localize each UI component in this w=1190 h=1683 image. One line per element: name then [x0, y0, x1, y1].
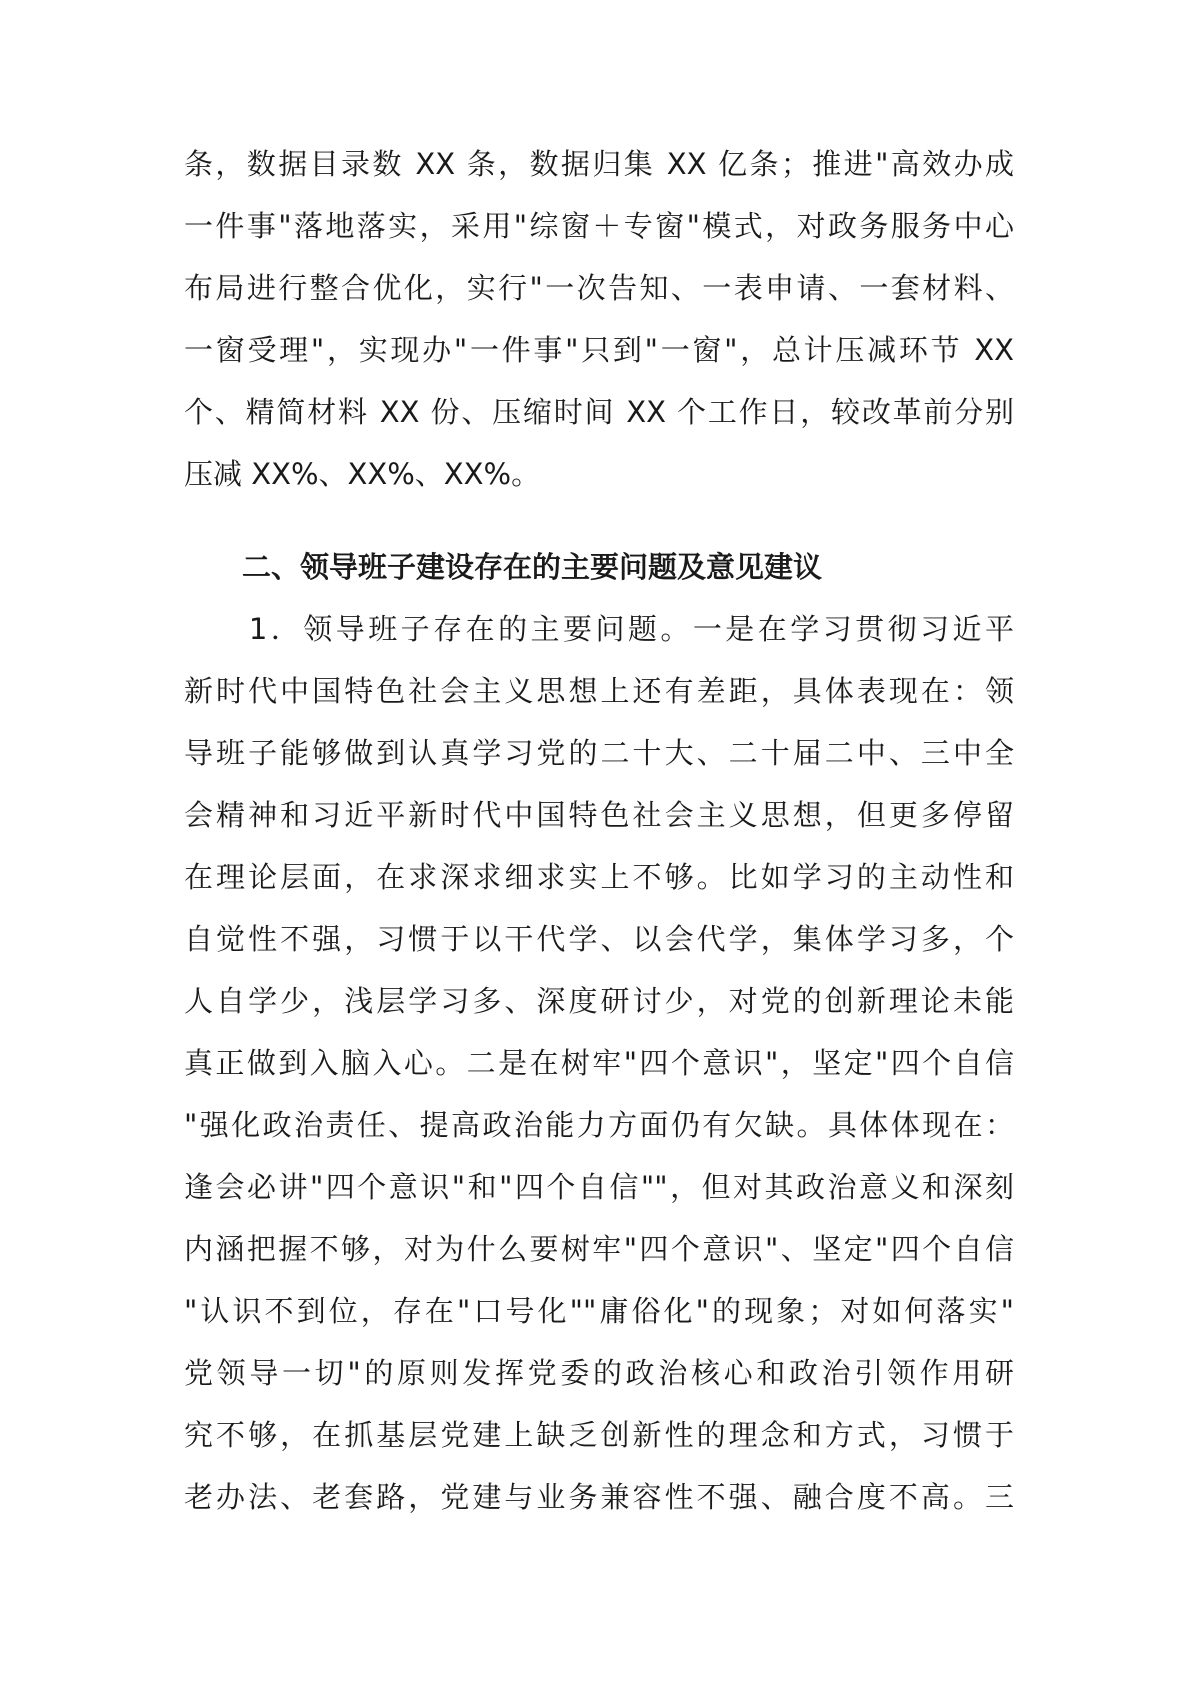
text-line: "认识不到位，存在"口号化""庸俗化"的现象；对如何落实": [184, 1294, 1014, 1328]
text-line: 个、精简材料 XX 份、压缩时间 XX 个工作日，较改革前分别: [184, 395, 1014, 429]
text-line: 新时代中国特色社会主义思想上还有差距，具体表现在：领: [184, 674, 1014, 708]
text-line: 一件事"落地落实，采用"综窗＋专窗"模式，对政务服务中心: [184, 209, 1014, 243]
text-line: 条，数据目录数 XX 条，数据归集 XX 亿条；推进"高效办成: [184, 147, 1014, 181]
text-line: 党领导一切"的原则发挥党委的政治核心和政治引领作用研: [184, 1356, 1014, 1390]
text-line: 人自学少，浅层学习多、深度研讨少，对党的创新理论未能: [184, 984, 1014, 1018]
text-line: 压减 XX%、XX%、XX%。: [184, 457, 541, 491]
text-line: 一窗受理"，实现办"一件事"只到"一窗"，总计压减环节 XX: [184, 333, 1014, 367]
text-line: 究不够，在抓基层党建上缺乏创新性的理念和方式，习惯于: [184, 1418, 1014, 1452]
section-heading: 二、领导班子建设存在的主要问题及意见建议: [242, 550, 823, 584]
text-line: 逢会必讲"四个意识"和"四个自信""，但对其政治意义和深刻: [184, 1170, 1014, 1204]
text-line: 内涵把握不够，对为什么要树牢"四个意识"、坚定"四个自信: [184, 1232, 1014, 1266]
text-line: 老办法、老套路，党建与业务兼容性不强、融合度不高。三: [184, 1480, 1014, 1514]
text-line: 会精神和习近平新时代中国特色社会主义思想，但更多停留: [184, 798, 1014, 832]
text-line: 导班子能够做到认真学习党的二十大、二十届二中、三中全: [184, 736, 1014, 770]
paragraph-problems: [184, 598, 1014, 1528]
text-line: "强化政治责任、提高政治能力方面仍有欠缺。具体体现在：: [184, 1108, 1014, 1142]
text-line: 真正做到入脑入心。二是在树牢"四个意识"，坚定"四个自信: [184, 1046, 1014, 1080]
text-line: 布局进行整合优化，实行"一次告知、一表申请、一套材料、: [184, 271, 1014, 305]
paragraph-continuation: [184, 133, 1014, 505]
text-line: 自觉性不强，习惯于以干代学、以会代学，集体学习多，个: [184, 922, 1014, 956]
text-line: 在理论层面，在求深求细求实上不够。比如学习的主动性和: [184, 860, 1014, 894]
text-line: 1．领导班子存在的主要问题。一是在学习贯彻习近平: [184, 612, 1014, 646]
